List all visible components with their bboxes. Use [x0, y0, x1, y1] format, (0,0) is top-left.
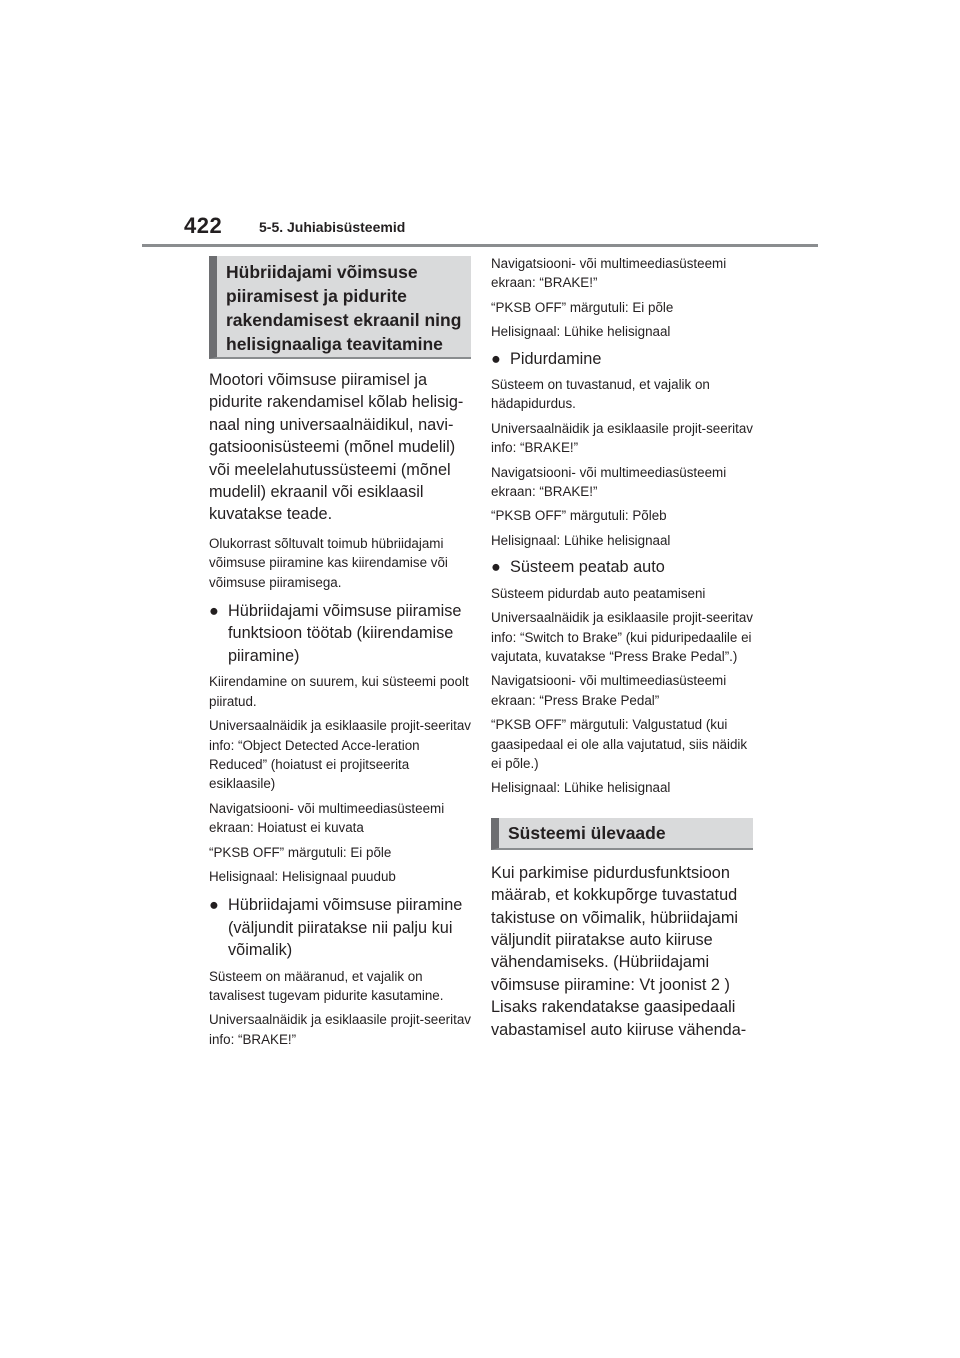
- bullet-system-stops-car: [491, 556, 753, 578]
- paragraph: “PKSB OFF” märgutuli: Ei põle: [491, 299, 674, 315]
- bullet-icon: ●: [491, 349, 501, 368]
- section-title: 5-5. Juhiabisüsteemid: [259, 219, 406, 235]
- right-column: [491, 254, 753, 1041]
- paragraph: Universaalnäidik ja esiklaasile projit-seeritav info: “Object Detected Acce-leration Reduced” (hoiatust ei projitseerita esiklaasile): [209, 718, 471, 792]
- paragraph: Universaalnäidik ja esiklaasile projit-seeritav info: “BRAKE!”: [209, 1012, 471, 1047]
- overview-paragraph: Kui parkimise pidurdusfunktsioon määrab, et kokkupõrge tuvastatud takistuse on võimalik, hübriidajami väljundit piiratakse auto kiiruse vähendamiseks. (Hübriidajami võimsuse piiramine: Vt joonist 2 ) Lisaks rakendatakse gaasipedaali vabastamisel auto kiiruse vähenda-: [491, 863, 747, 1039]
- paragraph: “PKSB OFF” märgutuli: Põleb: [491, 508, 667, 524]
- paragraph: Universaalnäidik ja esiklaasile projit-seeritav info: “Switch to Brake” (kui piduripedaalile ei vajutata, kuvatakse “Press Brake Pedal”.): [491, 610, 753, 664]
- paragraph: Navigatsiooni- või multimeediasüsteemi ekraan: “BRAKE!”: [491, 256, 727, 291]
- bullet-icon: ●: [209, 896, 219, 915]
- bullet-text: Pidurdamine: [510, 349, 602, 368]
- paragraph: Helisignaal: Lühike helisignaal: [491, 324, 671, 340]
- heading-power-limit: Hübriidajami võimsuse piiramisest ja pidurite rakendamisest ekraanil ning helisignaaliga teavitamine: [209, 256, 471, 359]
- paragraph: Helisignaal: Lühike helisignaal: [491, 780, 671, 796]
- paragraph: “PKSB OFF” märgutuli: Ei põle: [209, 844, 392, 860]
- bullet-text: Hübriidajami võimsuse piiramine (väljundit piiratakse nii palju kui võimalik): [228, 896, 463, 960]
- note-paragraph: Olukorrast sõltuvalt toimub hübriidajami võimsuse piiramine kas kiirendamise või võimsuse piiramisega.: [209, 535, 448, 590]
- intro-paragraph: Mootori võimsuse piiramisel ja pidurite rakendamisel kõlab helisig-naal ning universaalnäidikul, navi-gatsioonisüsteemi (mõnel mudelil) või meelelahutussüsteemi (mõnel mudelil) ekraanil või esiklaasil kuvatakse teade.: [209, 371, 464, 524]
- paragraph: Süsteem on tuvastanud, et vajalik on hädapidurdus.: [491, 377, 710, 412]
- bullet-text: Hübriidajami võimsuse piiramise funktsioon töötab (kiirendamise piiramine): [228, 602, 462, 665]
- bullet-icon: ●: [491, 558, 501, 577]
- paragraph: Navigatsiooni- või multimeediasüsteemi ekraan: “BRAKE!”: [491, 464, 727, 500]
- bullet-output-limit: [209, 894, 471, 961]
- bullet-icon: ●: [209, 602, 219, 621]
- header-rule: [142, 244, 818, 247]
- bullet-acceleration-limit: [209, 600, 471, 667]
- paragraph: Süsteem pidurdab auto peatamiseni: [491, 585, 706, 601]
- page-number: 422: [184, 213, 223, 238]
- paragraph: Navigatsiooni- või multimeediasüsteemi ekraan: Hoiatust ei kuvata: [209, 800, 445, 836]
- bullet-text: Süsteem peatab auto: [510, 558, 665, 577]
- paragraph: Navigatsiooni- või multimeediasüsteemi ekraan: “Press Brake Pedal”: [491, 673, 727, 708]
- paragraph: Universaalnäidik ja esiklaasile projit-seeritav info: “BRAKE!”: [491, 420, 753, 456]
- paragraph: Helisignaal: Lühike helisignaal: [491, 532, 671, 548]
- paragraph: “PKSB OFF” märgutuli: Valgustatud (kui gaasipedaal ei ole alla vajutatud, siis näidik ei põle.): [491, 717, 748, 771]
- paragraph: Süsteem on määranud, et vajalik on tavalisest tugevam pidurite kasutamine.: [209, 968, 444, 1003]
- paragraph: Kiirendamine on suurem, kui süsteemi poolt piiratud.: [209, 674, 469, 709]
- left-column: [209, 256, 471, 1049]
- paragraph: Helisignaal: Helisignaal puudub: [209, 868, 396, 884]
- bullet-braking: [491, 348, 753, 370]
- heading-system-overview: Süsteemi ülevaade: [491, 818, 753, 850]
